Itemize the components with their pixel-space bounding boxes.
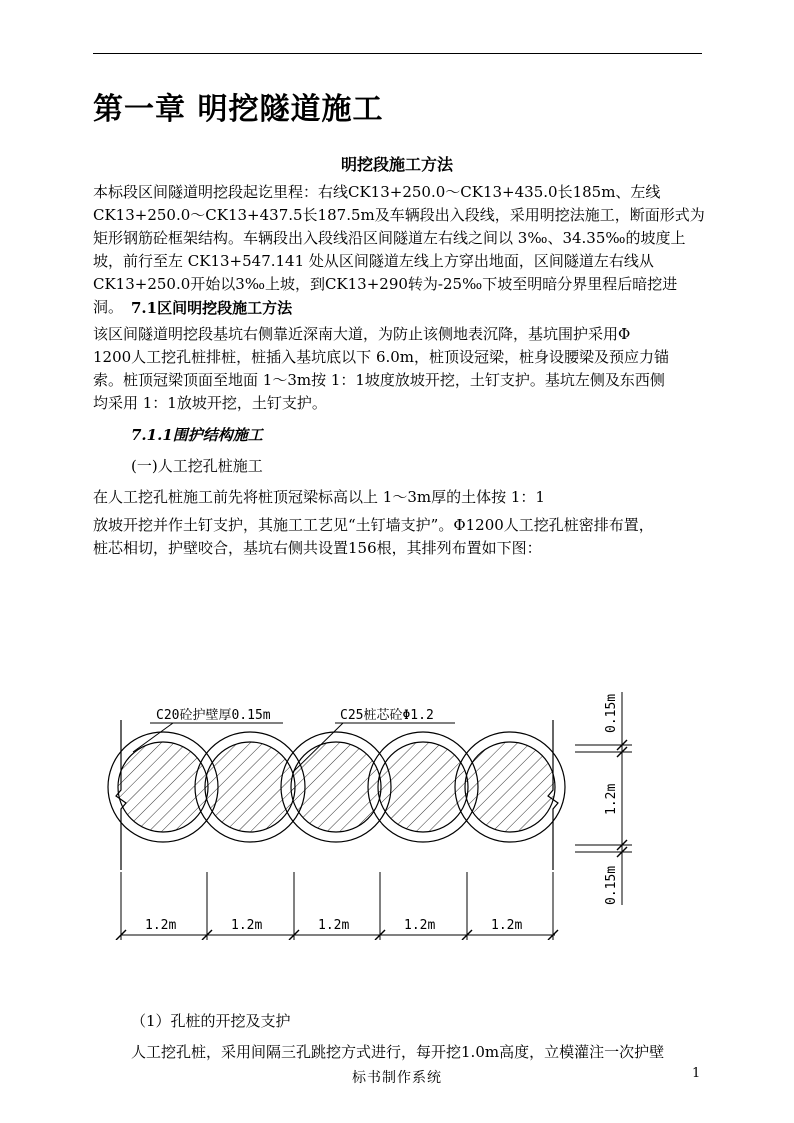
header-rule xyxy=(93,53,702,54)
dim-bot-label: 0.15m xyxy=(604,865,619,905)
pile-core-1 xyxy=(118,742,208,832)
subsection-7-1-heading: 7.1区间明挖段施工方法 xyxy=(131,299,293,317)
dim-top-label: 0.15m xyxy=(604,693,619,733)
spacing-label-1: 1.2m xyxy=(145,918,177,933)
dim-mid-label: 1.2m xyxy=(604,783,619,815)
paragraph-b: 放坡开挖并作土钉支护，其施工工艺见“土钉墙支护”。Φ1200人工挖孔桩密排布置， 桩芯相切，护壁咬合，基坑右侧共设置156根，其排列布置如下图： xyxy=(93,516,654,557)
label-core: C25桩芯砼Φ1.2 xyxy=(340,708,434,723)
pile-core-2 xyxy=(205,742,295,832)
section-title: 明挖段施工方法 xyxy=(340,155,453,174)
last-line: 人工挖孔桩，采用间隔三孔跳挖方式进行，每开挖1.0m高度，立模灌注一次护壁 xyxy=(131,1043,665,1061)
page-number: 1 xyxy=(692,1066,701,1081)
pile-layout-figure xyxy=(100,690,660,940)
spacing-label-2: 1.2m xyxy=(231,918,263,933)
text-line-a: 在人工挖孔桩施工前先将桩顶冠梁标高以上 1～3m厚的土体按 1：1 xyxy=(93,488,545,506)
item-1-heading: （1）孔桩的开挖及支护 xyxy=(131,1012,291,1030)
pile-layout-svg xyxy=(100,690,660,940)
pile-core-4 xyxy=(378,742,468,832)
label-wall: C20砼护壁厚0.15m xyxy=(156,708,271,723)
footer-text: 标书制作系统 xyxy=(352,1070,442,1086)
item-one-heading: (一)人工挖孔桩施工 xyxy=(131,457,263,475)
spacing-label-4: 1.2m xyxy=(404,918,436,933)
spacing-label-3: 1.2m xyxy=(318,918,350,933)
pile-cores xyxy=(118,742,555,832)
spacing-label-5: 1.2m xyxy=(491,918,523,933)
chapter-title: 第一章 明挖隧道施工 xyxy=(93,92,384,127)
intro-paragraph: 本标段区间隧道明挖段起讫里程：右线CK13+250.0～CK13+435.0长185m、左线 CK13+250.0～CK13+437.5长187.5m及车辆段出入段线，采用明挖法施工，断面形式为 矩形钢筋砼框架结构。车辆段出入段线沿区间隧道左右线之间以 3‰、34.35‰的坡度上 坡，前行至左 CK13+547.141 处从区间隧道左线上方穿出地面，区间隧道左右线从 CK13+250.0开始以3‰上坡，到CK13+290转为-25‰下坡至明暗分界里程后暗挖进洞。 xyxy=(93,183,705,316)
paragraph-7-1: 该区间隧道明挖段基坑右侧靠近深南大道，为防止该侧地表沉降，基坑围护采用Φ 1200人工挖孔桩排桩，桩插入基坑底以下 6.0m，桩顶设冠梁，桩身设腰梁及预应力锚 索。桩顶冠梁顶面至地面 1～3m按 1：1坡度放坡开挖，土钉支护。基坑左侧及东西侧 均采用 1：1放坡开挖，土钉支护。 xyxy=(93,325,670,412)
subsection-7-1-1-heading: 7.1.1围护结构施工 xyxy=(131,426,263,444)
pile-core-5 xyxy=(465,742,555,832)
pile-core-3 xyxy=(291,742,381,832)
